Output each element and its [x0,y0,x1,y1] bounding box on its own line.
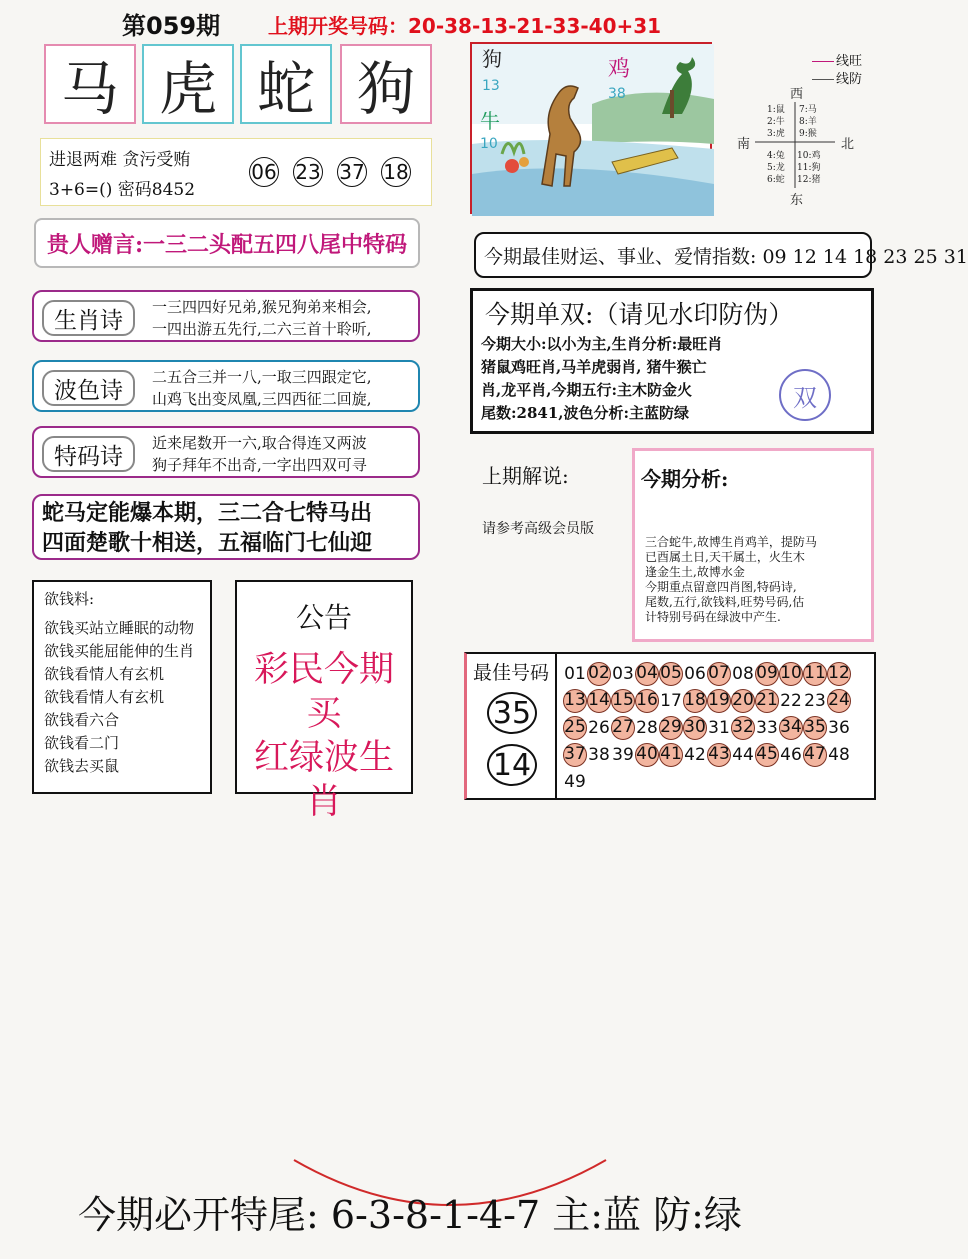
analysis-line: 尾数,五行,欲钱料,旺势号码,估 [645,595,805,609]
odd-even-line: 尾数:2841,波色分析:主蓝防绿 [481,404,690,422]
watermark-stamp: 双 [779,369,831,421]
dog-label: 狗 [482,47,502,71]
notice-line: 红绿波生肖 [253,738,394,822]
compass-cell: 3:虎 [767,129,785,139]
highlighted-number: 05 [659,662,683,686]
number-cell: 38 [588,745,610,765]
highlighted-number: 02 [587,662,611,686]
best-numbers-box [464,652,876,800]
odd-even-line: 猪鼠鸡旺肖,马羊虎弱肖, 猪牛猴亡 [481,358,707,376]
highlighted-number: 18 [683,689,707,713]
ox-number: 10 [480,136,498,152]
money-riddle-title: 欲钱料: [44,590,95,608]
tip-number: 37 [337,157,367,187]
compass-cell: 8:羊 [799,117,817,127]
rooster-number: 38 [608,86,626,102]
analysis-line: 已酉属土日,天干属土，火生木 [645,550,805,564]
number-cell: 08 [732,664,754,684]
highlighted-number: 25 [563,716,587,740]
odd-even-line: 今期大小:以小为主,生肖分析:最旺肖 [481,335,723,353]
color-poem [32,360,420,412]
compass-north: 北 [841,137,855,152]
best-number-ball: 14 [487,744,537,786]
compass-cell: 5:龙 [767,163,785,173]
highlighted-number: 24 [827,689,851,713]
tip-line-1: 进退两难 贪污受贿 [49,150,191,170]
money-riddle-item: 欲钱买能屈能伸的生肖 [44,642,195,660]
number-cell: 01 [564,664,586,684]
compass-west: 西 [790,87,804,102]
zodiac-box-4: 狗 [340,44,432,124]
best-numbers-title: 最佳号码 [473,662,550,684]
highlighted-number: 43 [707,743,731,767]
poem-line: 狗子拜年不出奇,一字出四双可寻 [152,456,367,474]
money-riddle-item: 欲钱看六合 [44,711,120,729]
tip-number: 23 [293,157,323,187]
number-grid [563,662,875,797]
number-cell: 17 [660,691,682,711]
verse-line: 蛇马定能爆本期，三二合七特马出 [42,500,373,526]
highlighted-number: 37 [563,743,587,767]
poem-tag: 生肖诗 [42,300,135,336]
poem-line: 一四出游五先行,二六三首十聆听, [152,320,372,338]
notice-title: 公告 [295,601,352,634]
analysis-box [632,448,874,642]
number-cell: 22 [780,691,802,711]
number-cell: 42 [684,745,706,765]
highlighted-number: 09 [755,662,779,686]
highlighted-number: 20 [731,689,755,713]
compass-cell: 12:猪 [797,175,821,185]
compass-cell: 2:牛 [767,117,785,127]
poem-line: 山鸡飞出变凤凰,三四西征二回旋, [152,390,372,408]
highlighted-number: 04 [635,662,659,686]
highlighted-number: 19 [707,689,731,713]
number-cell: 39 [612,745,634,765]
compass-chart [735,84,875,210]
compass-cell: 9:猴 [799,129,817,139]
number-cell: 44 [732,745,754,765]
analysis-line: 计特别号码在绿波中产生. [645,610,781,624]
compass-cell: 11:狗 [797,163,821,173]
special-code-poem [32,426,420,478]
highlighted-number: 10 [779,662,803,686]
footer-special-tail: 今期必开特尾: 6-3-8-1-4-7 主:蓝 防:绿 [78,1193,742,1237]
poem-tag: 特码诗 [42,436,135,472]
money-riddle-box [32,580,212,794]
odd-even-line: 肖,龙平肖,今期五行:主木防金火 [481,381,692,399]
highlighted-number: 35 [803,716,827,740]
poem-line: 二五合三并一八,一取三四跟定它, [152,368,372,386]
highlighted-number: 40 [635,743,659,767]
fortune-index: 今期最佳财运、事业、爱情指数: 09 12 14 18 23 25 31 [474,232,872,278]
notice-line: 彩民今期买 [253,650,394,734]
compass-cell: 10:鸡 [797,151,821,161]
analysis-line: 逢金生土,故博水金 [645,565,745,579]
compass-cell: 7:马 [799,105,817,115]
number-cell: 28 [636,718,658,738]
number-cell: 46 [780,745,802,765]
number-cell: 23 [804,691,826,711]
highlighted-number: 16 [635,689,659,713]
poem-line: 近来尾数开一六,取合得连又两波 [152,434,367,452]
money-riddle-item: 欲钱去买鼠 [44,757,120,775]
analysis-title: 今期分析: [641,467,729,491]
money-riddle-item: 欲钱买站立睡眠的动物 [44,619,195,637]
compass-cell: 1:鼠 [767,105,785,115]
verse-line: 四面楚歌十相送，五福临门七仙迎 [42,530,373,556]
dog-number: 13 [482,78,500,94]
number-cell: 03 [612,664,634,684]
number-cell: 31 [708,718,730,738]
odd-even-box [470,288,874,434]
issue-number: 第059期 [122,12,221,40]
highlighted-number: 15 [611,689,635,713]
rooster-label: 鸡 [608,57,631,82]
highlighted-number: 41 [659,743,683,767]
legend-guard: 线防 [812,68,862,87]
last-explain-title: 上期解说: [482,464,569,488]
number-cell: 48 [828,745,850,765]
highlighted-number: 32 [731,716,755,740]
highlighted-number: 27 [611,716,635,740]
number-cell: 36 [828,718,850,738]
compass-south: 南 [737,137,751,152]
tip-box [40,138,432,206]
compass-east: 东 [790,193,804,208]
notice-box [235,580,413,822]
highlighted-number: 45 [755,743,779,767]
highlighted-number: 11 [803,662,827,686]
best-number-ball: 35 [487,692,537,734]
tip-number: 06 [249,157,279,187]
number-cell: 49 [564,772,586,792]
verse-box [32,494,420,560]
compass-cell: 6:蛇 [767,175,785,185]
tip-number: 18 [381,157,411,187]
money-riddle-item: 欲钱看二门 [44,734,120,752]
highlighted-number: 21 [755,689,779,713]
highlighted-number: 30 [683,716,707,740]
analysis-line: 三合蛇牛,故博生肖鸡羊，提防马 [645,535,817,549]
number-cell: 33 [756,718,778,738]
highlighted-number: 29 [659,716,683,740]
zodiac-box-2: 虎 [142,44,234,124]
highlighted-number: 12 [827,662,851,686]
money-riddle-item: 欲钱看情人有玄机 [44,665,165,683]
number-cell: 26 [588,718,610,738]
number-cell: 06 [684,664,706,684]
highlighted-number: 13 [563,689,587,713]
last-explain-note: 请参考高级会员版 [482,521,594,537]
highlighted-number: 07 [707,662,731,686]
money-riddle-item: 欲钱看情人有玄机 [44,688,165,706]
poem-line: 一三四四好兄弟,猴兄狗弟来相会, [152,298,372,316]
zodiac-box-3: 蛇 [240,44,332,124]
zodiac-picture [470,42,712,214]
zodiac-poem [32,290,420,342]
gift-message: 贵人赠言:一三二头配五四八尾中特码 [34,218,420,268]
poem-tag: 波色诗 [42,370,135,406]
highlighted-number: 14 [587,689,611,713]
highlighted-number: 47 [803,743,827,767]
compass-cell: 4:兔 [767,151,785,161]
horse-illustration [472,44,714,216]
legend-prosperous: 线旺 [812,50,862,69]
ox-label: 牛 [480,109,500,133]
tip-line-2: 3+6=() 密码8452 [49,180,196,200]
highlighted-number: 34 [779,716,803,740]
last-draw-result: 上期开奖号码：20-38-13-21-33-40+31 [268,14,662,38]
odd-even-title: 今期单双:（请见水印防伪） [485,300,794,329]
zodiac-box-1: 马 [44,44,136,124]
analysis-line: 今期重点留意四肖图,特码诗, [645,580,797,594]
